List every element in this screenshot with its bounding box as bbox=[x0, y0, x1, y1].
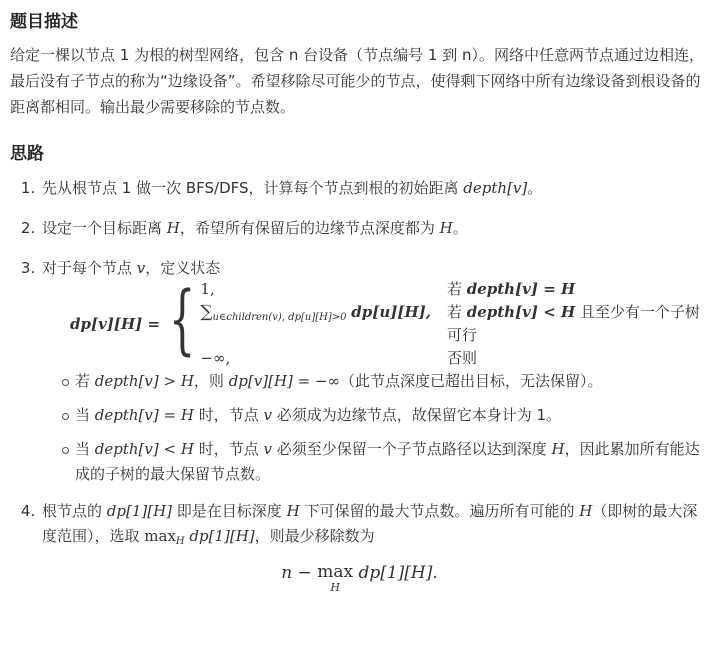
step-4-e: ，则最少移除数为 bbox=[254, 527, 375, 545]
sum-symbol: ∑ bbox=[200, 302, 213, 322]
step-4-d: （即树的最大深度范围），选取 bbox=[42, 502, 698, 545]
step-4-math-1: dp[1][H] bbox=[106, 502, 173, 520]
case-2-term: dp[u][H], bbox=[351, 303, 431, 321]
step-3-notes bbox=[62, 369, 709, 487]
note-1-a: 若 bbox=[75, 372, 95, 390]
note-2-math-2: v bbox=[263, 406, 272, 424]
case-1-value bbox=[200, 278, 431, 301]
final-max-sub: H bbox=[330, 581, 340, 594]
note-3-a: 当 bbox=[75, 440, 95, 458]
step-2-end: 。 bbox=[452, 219, 468, 237]
step-3-end: ，定义状态 bbox=[145, 259, 221, 277]
note-3 bbox=[62, 437, 709, 487]
note-2-a: 当 bbox=[75, 406, 95, 424]
dp-lhs: dp[v][H] = bbox=[70, 314, 161, 333]
dp-cases bbox=[200, 278, 709, 370]
left-brace: { bbox=[168, 274, 196, 363]
final-right: dp[1][H]. bbox=[353, 563, 438, 583]
steps-list bbox=[10, 176, 709, 554]
case-2-prefix: 若 bbox=[446, 303, 467, 321]
step-2-text: 设定一个目标距离 bbox=[42, 219, 167, 237]
step-4-max-sub: H bbox=[175, 536, 185, 547]
case-3-value-text: −∞, bbox=[200, 349, 231, 367]
step-2-math: H bbox=[166, 219, 180, 237]
step-3-math: v bbox=[136, 259, 146, 277]
idea-heading: 思路 bbox=[10, 144, 44, 164]
step-1-text: 先从根节点 1 做一次 BFS/DFS，计算每个节点到根的初始距离 bbox=[42, 179, 464, 197]
case-2-math: depth[v] < H bbox=[466, 303, 576, 321]
step-2-text-2: ，希望所有保留后的边缘节点深度都为 bbox=[179, 219, 440, 237]
note-3-c: 必须至少保留一个子节点路径以达到深度 bbox=[271, 440, 552, 458]
note-3-math-1: depth[v] < H bbox=[94, 440, 194, 458]
case-3-condition bbox=[447, 347, 709, 370]
step-4 bbox=[40, 499, 709, 554]
final-max-op: max bbox=[317, 562, 354, 582]
step-1-end: 。 bbox=[527, 179, 543, 197]
note-3-b: 时，节点 bbox=[193, 440, 264, 458]
case-3-value bbox=[200, 347, 431, 370]
step-4-math-3: H bbox=[579, 502, 593, 520]
problem-description: 给定一棵以节点 1 为根的树型网络，包含 n 台设备（节点编号 1 到 n）。网络中任意两节点通过边相连，最后没有子节点的称为“边缘设备”。希望移除尽可能少的节点，使得剩下网络中所有边缘设备到根设备的距离都相同。输出最少需要移除的节点数。 bbox=[10, 46, 704, 116]
note-2 bbox=[62, 403, 709, 428]
case-2-condition bbox=[447, 301, 709, 347]
sum-subscript: u∈children(v), dp[u][H]>0 bbox=[212, 312, 347, 323]
step-2-math-2: H bbox=[439, 219, 453, 237]
step-4-b: 即是在目标深度 bbox=[172, 502, 287, 520]
final-max bbox=[317, 562, 353, 594]
final-formula bbox=[10, 562, 709, 594]
step-4-a: 根节点的 bbox=[42, 502, 107, 520]
case-3-text: 否则 bbox=[446, 349, 477, 367]
note-3-math-3: H bbox=[551, 440, 565, 458]
step-4-max: max bbox=[144, 527, 176, 545]
note-2-b: 时，节点 bbox=[193, 406, 264, 424]
final-left: n − bbox=[281, 563, 318, 583]
step-1 bbox=[40, 176, 709, 201]
step-4-math-5: dp[1][H] bbox=[184, 527, 255, 545]
note-1-c: （此节点深度已超出目标，无法保留）。 bbox=[340, 372, 603, 390]
note-3-d: ，因此累加所有能达成的子树的最大保留节点数。 bbox=[75, 440, 700, 483]
case-2-value bbox=[200, 301, 431, 347]
step-4-math-2: H bbox=[286, 502, 300, 520]
step-1-math: depth[v] bbox=[463, 179, 528, 197]
note-2-c: 必须成为边缘节点，故保留它本身计为 1。 bbox=[271, 406, 562, 424]
dp-definition bbox=[70, 274, 709, 367]
note-1-math-2: dp[v][H] = −∞ bbox=[228, 372, 341, 390]
step-3-text: 对于每个节点 bbox=[42, 259, 137, 277]
case-1-value-text: 1, bbox=[200, 280, 215, 298]
case-1-math: depth[v] = H bbox=[466, 280, 576, 298]
problem-heading: 题目描述 bbox=[10, 12, 78, 32]
note-1-math-1: depth[v] > H bbox=[94, 372, 194, 390]
note-3-math-2: v bbox=[263, 440, 272, 458]
step-3 bbox=[40, 256, 709, 487]
step-2 bbox=[40, 216, 709, 241]
note-1-b: ，则 bbox=[193, 372, 229, 390]
case-2-suffix: 且至少有一个子树可行 bbox=[446, 303, 700, 344]
case-1-prefix: 若 bbox=[446, 280, 467, 298]
note-1 bbox=[62, 369, 709, 394]
case-1-condition bbox=[447, 278, 709, 301]
step-4-c: 下可保留的最大节点数。遍历所有可能的 bbox=[299, 502, 580, 520]
note-2-math-1: depth[v] = H bbox=[94, 406, 194, 424]
